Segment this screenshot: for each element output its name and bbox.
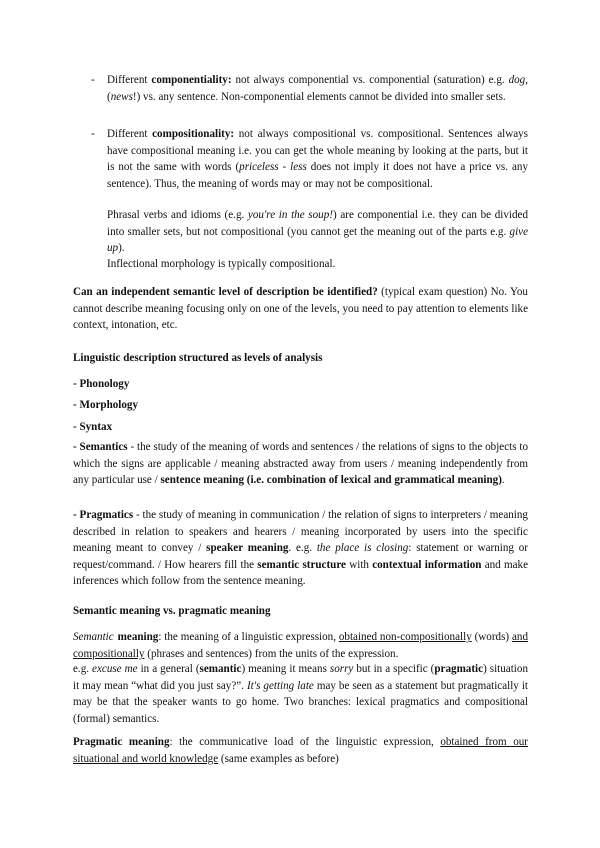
level-phonology: - Phonology [73,378,130,390]
level-syntax: - Syntax [73,421,113,433]
level-pragmatics-paragraph: - Pragmatics - the study of meaning in communication / the relation of signs to interpreters / meaning described in relation to speakers and hearers / meaning incorporated by users into the specific meaning meant to convey / speaker meaning. e.g. the place is closing: statement or warning or request/command. / How hearers fill the semantic structure with contextual information and make inferences which follow from the sentence meaning. [73,509,529,588]
semantic-vs-pragmatic-heading: Semantic meaning vs. pragmatic meaning [73,605,271,617]
componentiality-paragraph: Different componentiality: not always componential vs. componential (saturation) e.g. dog, (news!) vs. any sentence. Non-componential elements cannot be divided into smaller sets. [107,74,528,103]
example-paragraph: e.g. excuse me in a general (semantic) meaning it means sorry but in a specific (pragmatic) situation it may mean “what did you just say?”. It's getting late may be seen as a statement but pragmatically it may be that the speaker wants to go home. Two branches: lexical pragmatics and compositional (formal) semantics. [73,663,529,725]
phrasal-verbs-paragraph: Phrasal verbs and idioms (e.g. you're in the soup!) are componential i.e. they can be divided into smaller sets, but not compositional (you cannot get the meaning out of the parts e.g. give up). [107,209,529,255]
semantic-meaning-paragraph: Semantic meaning: the meaning of a linguistic expression, obtained non-compositionally (words) and compositionally (phrases and sentences) from the units of the expression. [73,631,528,660]
compositionality-paragraph: Different compositionality: not always compositional vs. compositional. Sentences always have compositional meaning i.e. you can get the whole meaning by looking at the parts, but it is not the same with words (priceless - less does not imply it does not have a price vs. any sentence). Thus, the meaning of words may or may not be compositional. [107,128,529,190]
pragmatic-meaning-paragraph: Pragmatic meaning: the communicative load of the linguistic expression, obtained from our situational and world knowledge (same examples as before) [73,736,528,765]
exam-question-paragraph: Can an independent semantic level of description be identified? (typical exam question) No. You cannot describe meaning focusing only on one of the levels, you need to pay attention to elements like context, intonation, etc. [73,286,528,332]
level-semantics-paragraph: - Semantics - the study of the meaning of words and sentences / the relations of signs to the objects to which the signs are applicable / meaning abstracted away from users / meaning independently from any particular use / sentence meaning (i.e. combination of lexical and grammatical meaning). [73,441,528,487]
level-morphology: - Morphology [73,399,139,411]
bullet-dash: - [91,128,95,140]
bullet-dash: - [91,74,95,86]
inflectional-paragraph: Inflectional morphology is typically compositional. [107,258,336,270]
levels-heading: Linguistic description structured as levels of analysis [73,352,323,364]
